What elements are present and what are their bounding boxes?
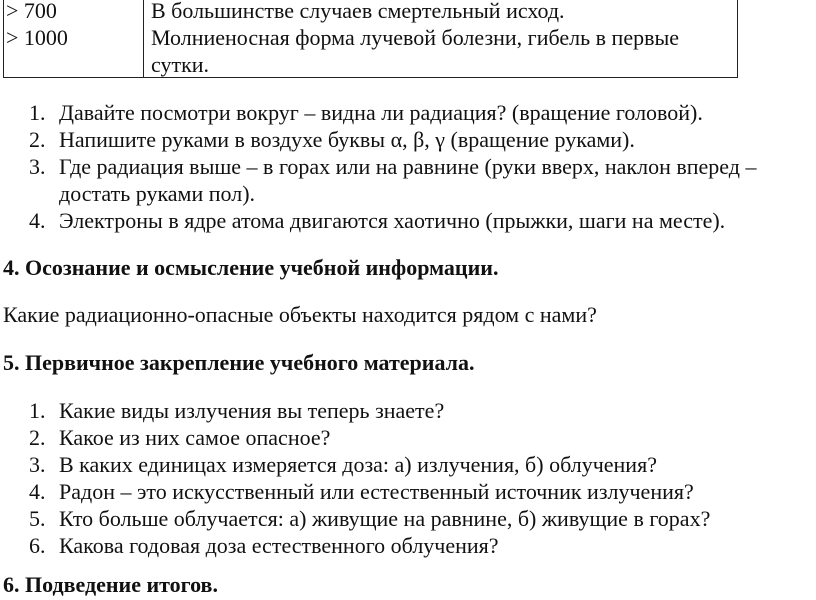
list-number: 3. [29, 452, 46, 477]
dose-table [3, 0, 738, 78]
list-item [0, 505, 790, 532]
list-text: Какова годовая доза естественного облучения? [59, 533, 499, 558]
effect-cell: Молниеносная форма лучевой болезни, гибель в первые сутки. [151, 25, 680, 77]
dose-cell: > 1000 [6, 25, 68, 50]
list-item [0, 478, 790, 505]
list-item [0, 153, 790, 207]
list-item [0, 424, 790, 451]
list-item [0, 532, 790, 559]
list-number: 5. [29, 506, 46, 531]
list-text: В каких единицах измеряется доза: а) излучения, б) облучения? [59, 452, 657, 477]
list-item [0, 126, 790, 153]
list-number: 1. [29, 398, 46, 423]
list-text: Какое из них самое опасное? [59, 425, 331, 450]
list-item [0, 451, 790, 478]
list-number: 4. [29, 479, 46, 504]
dose-column [6, 0, 68, 51]
list-item [0, 397, 790, 424]
list-text: Какие виды излучения вы теперь знаете? [59, 398, 445, 423]
section-4-heading: 4. Осознание и осмысление учебной информации. [3, 255, 499, 280]
list-number: 1. [29, 100, 46, 125]
list-number: 2. [29, 425, 46, 450]
list-text: Напишите руками в воздухе буквы α, β, γ (вращение руками). [59, 127, 635, 152]
effect-column [151, 0, 731, 78]
list-text: Где радиация выше – в горах или на равнине (руки вверх, наклон вперед – достать руками пол). [59, 154, 757, 206]
list-text: Электроны в ядре атома двигаются хаотично (прыжки, шаги на месте). [59, 208, 726, 233]
list-text: Радон – это искусственный или естественный источник излучения? [59, 479, 694, 504]
list-text: Давайте посмотри вокруг – видна ли радиация? (вращение головой). [59, 100, 703, 125]
review-question-list [0, 397, 790, 559]
list-text: Кто больше облучается: а) живущие на равнине, б) живущие в горах? [59, 506, 711, 531]
section-4-question: Какие радиационно-опасные объекты находится рядом с нами? [3, 302, 597, 327]
list-number: 2. [29, 127, 46, 152]
list-item [0, 207, 790, 234]
exercise-list [0, 99, 790, 234]
list-number: 3. [29, 154, 46, 179]
table-column-divider [143, 0, 144, 77]
effect-cell: В большинстве случаев смертельный исход. [151, 0, 565, 23]
dose-cell: > 700 [6, 0, 57, 23]
section-5-heading: 5. Первичное закрепление учебного материала. [3, 350, 475, 375]
section-6-heading: 6. Подведение итогов. [3, 572, 218, 597]
list-number: 6. [29, 533, 46, 558]
list-item [0, 99, 790, 126]
list-number: 4. [29, 208, 46, 233]
